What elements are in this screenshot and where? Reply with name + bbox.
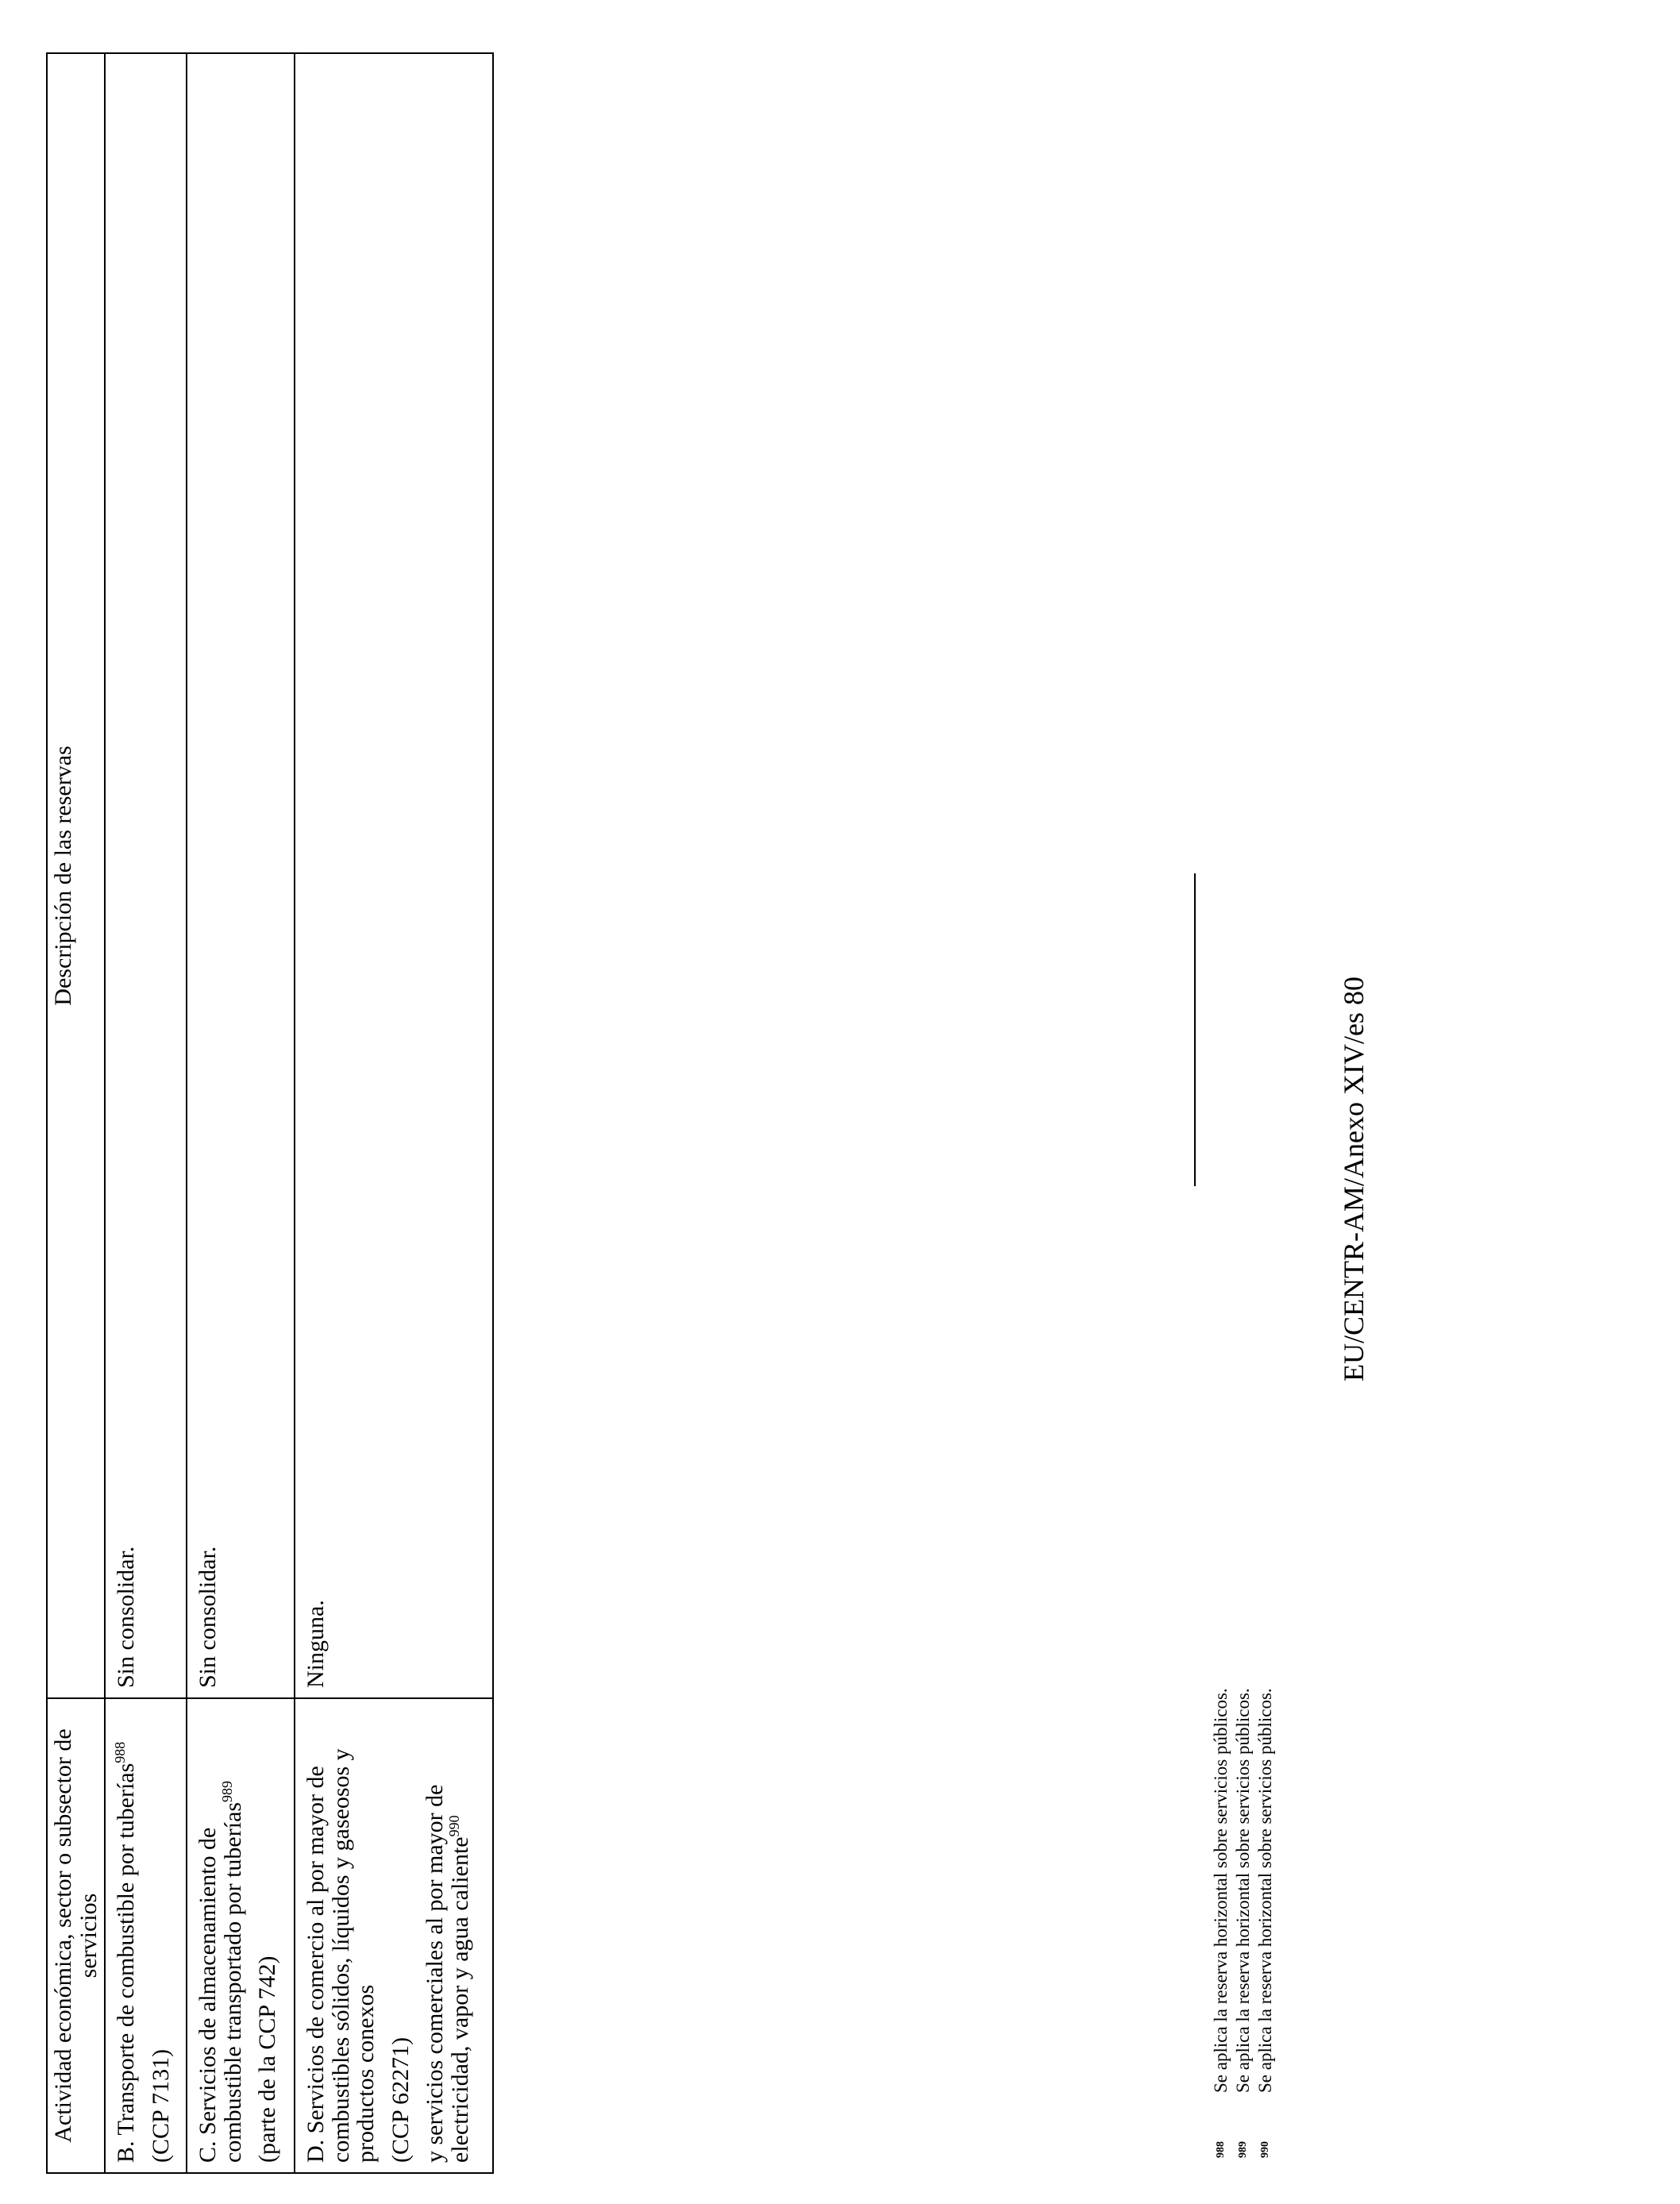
sector-text: B. Transporte de combustible por tuberías (113, 1763, 139, 2163)
description-cell: Sin consolidar. (187, 53, 295, 1698)
sector-code: (CCP 7131) (147, 2048, 174, 2163)
footnote-ref: 989 (218, 1780, 235, 1802)
footnote-text: Se aplica la reserva horizontal sobre servicios públicos. (1255, 1688, 1275, 2093)
sector-cell (295, 1698, 493, 2173)
header-description: Descripción de las reservas (47, 53, 105, 1698)
footnote-number: 989 (1237, 2141, 1249, 2158)
sector-cell (105, 1698, 187, 2173)
header-sector: Actividad económica, sector o subsector de servicios (47, 1698, 105, 2173)
footnote-text: Se aplica la reserva horizontal sobre servicios públicos. (1233, 1688, 1253, 2093)
sector-code: (CCP 62271) (387, 2036, 414, 2163)
footnotes (1210, 1205, 1277, 2158)
table-row (295, 53, 493, 2173)
footnote (1232, 1205, 1254, 2158)
table-header-row (47, 53, 105, 2173)
footnote-text: Se aplica la reserva horizontal sobre servicios públicos. (1211, 1688, 1231, 2093)
reservations-table (46, 52, 494, 2174)
footnote-ref: 990 (445, 1815, 462, 1837)
description-cell: Ninguna. (295, 53, 493, 1698)
sector-text: C. Servicios de almacenamiento de combustible transportado por tuberías (195, 1801, 246, 2163)
description-cell: Sin consolidar. (105, 53, 187, 1698)
sector-text: D. Servicios de comercio al por mayor de combustibles sólidos, líquidos y gaseosos y productos conexos (302, 1748, 380, 2163)
footnote-ref: 988 (112, 1741, 128, 1763)
footnote-number: 990 (1259, 2141, 1271, 2158)
page-reference: EU/CENTR-AM/Anexo XIV/es 80 (1338, 977, 1370, 1381)
sector-text: y servicios comerciales al por mayor de electricidad, vapor y agua caliente (422, 1784, 473, 2163)
sector-cell (187, 1698, 295, 2173)
table-row (187, 53, 295, 2173)
footnote (1210, 1205, 1232, 2158)
table-row (105, 53, 187, 2173)
sector-code: (parte de la CCP 742) (254, 1955, 280, 2163)
footnote-divider (1194, 873, 1196, 1186)
footnote-number: 988 (1215, 2141, 1227, 2158)
footnote (1254, 1205, 1277, 2158)
